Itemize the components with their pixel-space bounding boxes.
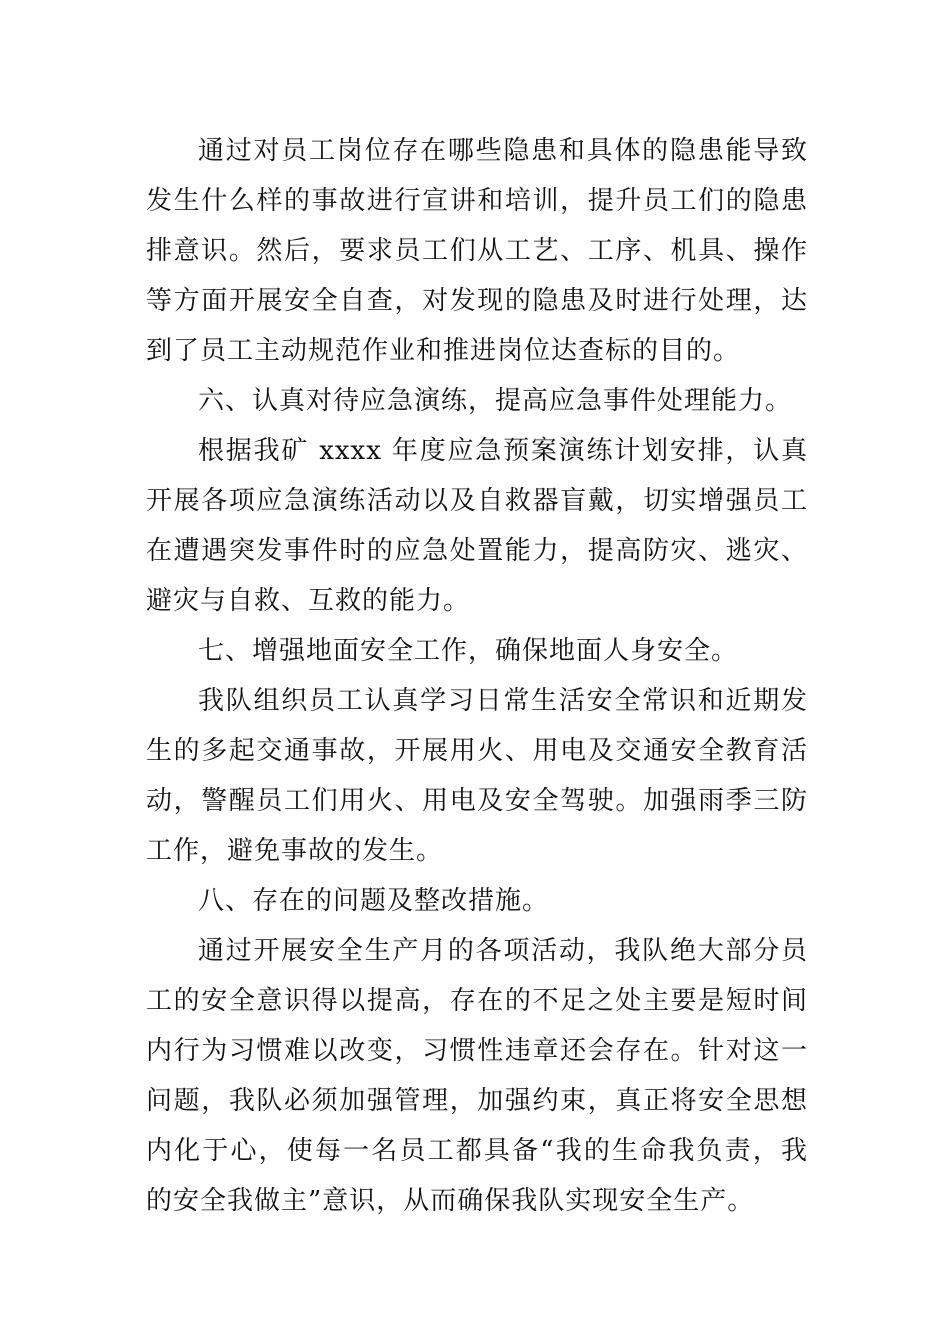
paragraph-emergency-drill: 根据我矿 xxxx 年度应急预案演练计划安排，认真开展各项应急演练活动以及自救器盲戴，切实增强员工在遭遇突发事件时的应急处置能力，提高防灾、逃灾、避灾与自救、互救的能力。	[146, 436, 808, 616]
section-heading-emergency-drill: 六、认真对待应急演练，提高应急事件处理能力。	[198, 386, 793, 416]
document-body	[146, 126, 808, 1226]
paragraph-problems-measures: 通过开展安全生产月的各项活动，我队绝大部分员工的安全意识得以提高，存在的不足之处主要是短时间内行为习惯难以改变，习惯性违章还会存在。针对这一问题，我队必须加强管理，加强约束，真正将安全思想内化于心，使每一名员工都具备“我的生命我负责，我的安全我做主”意识，从而确保我队实现安全生产。	[146, 936, 808, 1216]
section-heading-ground-safety: 七、增强地面安全工作，确保地面人身安全。	[198, 636, 739, 666]
paragraph-hazard-training: 通过对员工岗位存在哪些隐患和具体的隐患能导致发生什么样的事故进行宣讲和培训，提升员工们的隐患排意识。然后，要求员工们从工艺、工序、机具、操作等方面开展安全自查，对发现的隐患及时进行处理，达到了员工主动规范作业和推进岗位达查标的目的。	[146, 136, 808, 366]
section-heading-problems-measures: 八、存在的问题及整改措施。	[198, 886, 550, 916]
paragraph-ground-safety: 我队组织员工认真学习日常生活安全常识和近期发生的多起交通事故，开展用火、用电及交通安全教育活动，警醒员工们用火、用电及安全驾驶。加强雨季三防工作，避免事故的发生。	[146, 686, 808, 866]
